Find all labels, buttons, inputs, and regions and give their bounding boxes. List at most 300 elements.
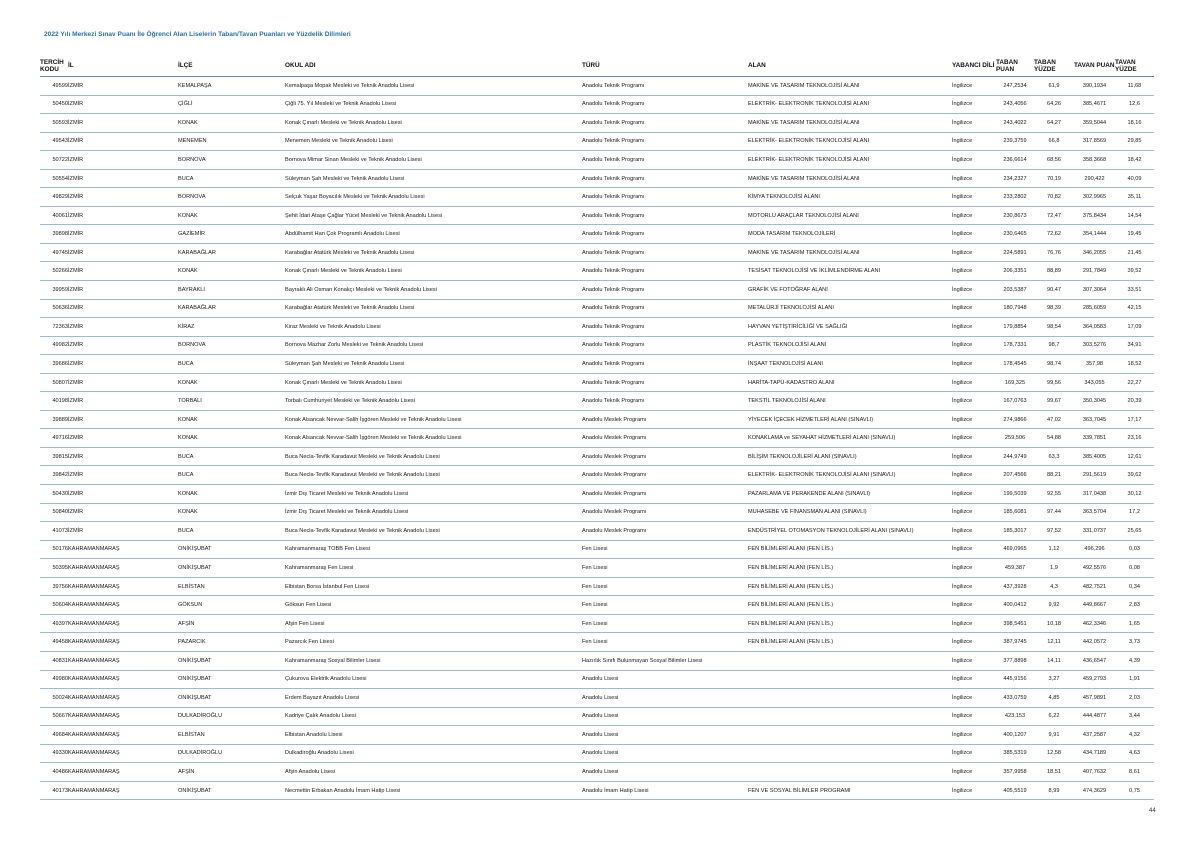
cell-taban-yuzde: 9,92: [1034, 596, 1074, 615]
cell-okul-adi: Elbistan Anadolu Lisesi: [285, 726, 582, 745]
cell-tavan-yuzde: 33,51: [1115, 281, 1154, 300]
cell-turu: Anadolu Teknik Programı: [582, 206, 748, 225]
cell-tercih-kodu: 39959: [40, 281, 68, 300]
cell-tercih-kodu: 50024: [40, 689, 68, 708]
cell-tavan-puan: 434,7189: [1074, 744, 1115, 763]
table-row: [40, 522, 1154, 541]
cell-yabanci-dili: İngilizce: [952, 559, 996, 578]
cell-turu: Fen Lisesi: [582, 540, 748, 559]
cell-tavan-puan: 339,7851: [1074, 429, 1115, 448]
cell-alan: MAKİNE VE TASARIM TEKNOLOJİSİ ALANI: [748, 114, 952, 133]
header-taban-puan: TABAN PUAN: [996, 56, 1034, 77]
cell-tavan-puan: 444,4877: [1074, 707, 1115, 726]
cell-tercih-kodu: 49829: [40, 188, 68, 207]
cell-okul-adi: Bornova Mazhar Zorlu Mesleki ve Teknik Anadolu Lisesi: [285, 336, 582, 355]
cell-tavan-yuzde: 42,15: [1115, 299, 1154, 318]
cell-tercih-kodu: 49543: [40, 132, 68, 151]
cell-taban-puan: 387,9745: [996, 633, 1034, 652]
cell-ilce: KONAK: [178, 262, 285, 281]
cell-yabanci-dili: İngilizce: [952, 744, 996, 763]
cell-ilce: BORNOVA: [178, 188, 285, 207]
cell-taban-puan: 180,7948: [996, 299, 1034, 318]
cell-il: İZMİR: [68, 95, 178, 114]
cell-taban-yuzde: 64,26: [1034, 95, 1074, 114]
cell-yabanci-dili: İngilizce: [952, 447, 996, 466]
cell-taban-yuzde: 88,89: [1034, 262, 1074, 281]
cell-alan: MOTORLU ARAÇLAR TEKNOLOJİSİ ALANI: [748, 206, 952, 225]
cell-yabanci-dili: İngilizce: [952, 373, 996, 392]
cell-alan: MAKİNE VE TASARIM TEKNOLOJİSİ ALANI: [748, 77, 952, 96]
cell-ilce: BUCA: [178, 522, 285, 541]
table-row: [40, 299, 1154, 318]
cell-alan: ELEKTRİK- ELEKTRONİK TEKNOLOJİSİ ALANI: [748, 95, 952, 114]
cell-tercih-kodu: 39686: [40, 355, 68, 374]
cell-ilce: ÇİĞLİ: [178, 95, 285, 114]
cell-tavan-yuzde: 3,73: [1115, 633, 1154, 652]
cell-il: İZMİR: [68, 188, 178, 207]
table-row: [40, 169, 1154, 188]
cell-il: İZMİR: [68, 466, 178, 485]
cell-yabanci-dili: İngilizce: [952, 95, 996, 114]
cell-ilce: DULKADİROĞLU: [178, 707, 285, 726]
cell-tavan-yuzde: 23,16: [1115, 429, 1154, 448]
header-turu: TÜRÜ: [582, 56, 748, 77]
table-row: [40, 77, 1154, 96]
cell-ilce: KONAK: [178, 503, 285, 522]
cell-okul-adi: Menemen Mesleki ve Teknik Anadolu Lisesi: [285, 132, 582, 151]
cell-taban-puan: 423,153: [996, 707, 1034, 726]
cell-tavan-yuzde: 1,91: [1115, 670, 1154, 689]
table-row: [40, 763, 1154, 782]
cell-taban-yuzde: 98,54: [1034, 318, 1074, 337]
cell-alan: [748, 707, 952, 726]
cell-tavan-puan: 364,0583: [1074, 318, 1115, 337]
cell-tavan-puan: 303,5276: [1074, 336, 1115, 355]
cell-il: KAHRAMANMARAŞ: [68, 781, 178, 800]
cell-ilce: BUCA: [178, 466, 285, 485]
cell-tavan-puan: 496,296: [1074, 540, 1115, 559]
cell-tavan-puan: 436,6547: [1074, 651, 1115, 670]
cell-tercih-kodu: 49716: [40, 429, 68, 448]
cell-tercih-kodu: 50593: [40, 114, 68, 133]
cell-alan: [748, 763, 952, 782]
cell-turu: Anadolu Meslek Programı: [582, 429, 748, 448]
cell-yabanci-dili: İngilizce: [952, 577, 996, 596]
cell-tavan-yuzde: 34,91: [1115, 336, 1154, 355]
cell-ilce: ONİKİŞUBAT: [178, 540, 285, 559]
cell-tercih-kodu: 50266: [40, 262, 68, 281]
cell-tercih-kodu: 49458: [40, 633, 68, 652]
cell-yabanci-dili: İngilizce: [952, 299, 996, 318]
cell-yabanci-dili: İngilizce: [952, 392, 996, 411]
cell-yabanci-dili: İngilizce: [952, 466, 996, 485]
cell-taban-yuzde: 4,85: [1034, 689, 1074, 708]
cell-il: KAHRAMANMARAŞ: [68, 577, 178, 596]
cell-turu: Fen Lisesi: [582, 559, 748, 578]
cell-alan: KONAKLAMA ve SEYAHAT HİZMETLERİ ALANI (SINAVLI): [748, 429, 952, 448]
table-row: [40, 336, 1154, 355]
cell-ilce: DULKADİROĞLU: [178, 744, 285, 763]
cell-taban-yuzde: 64,27: [1034, 114, 1074, 133]
cell-il: İZMİR: [68, 392, 178, 411]
cell-taban-puan: 433,0759: [996, 689, 1034, 708]
cell-tavan-yuzde: 8,61: [1115, 763, 1154, 782]
header-ilce: İLÇE: [178, 56, 285, 77]
cell-alan: FEN BİLİMLERİ ALANI (FEN LİS.): [748, 633, 952, 652]
cell-alan: ELEKTRİK- ELEKTRONİK TEKNOLOJİSİ ALANI: [748, 132, 952, 151]
cell-tavan-puan: 291,5619: [1074, 466, 1115, 485]
cell-il: İZMİR: [68, 132, 178, 151]
cell-taban-yuzde: 14,11: [1034, 651, 1074, 670]
cell-okul-adi: Konak Alsancak Nevvar-Salih İşgören Mesleki ve Teknik Anadolu Lisesi: [285, 410, 582, 429]
cell-okul-adi: Pazarcık Fen Lisesi: [285, 633, 582, 652]
cell-taban-yuzde: 98,74: [1034, 355, 1074, 374]
cell-ilce: KİRAZ: [178, 318, 285, 337]
cell-taban-yuzde: 1,9: [1034, 559, 1074, 578]
cell-tavan-yuzde: 4,32: [1115, 726, 1154, 745]
cell-yabanci-dili: İngilizce: [952, 281, 996, 300]
cell-turu: Fen Lisesi: [582, 596, 748, 615]
cell-turu: Anadolu Lisesi: [582, 707, 748, 726]
cell-taban-yuzde: 72,47: [1034, 206, 1074, 225]
cell-alan: KİMYA TEKNOLOJİSİ ALANI: [748, 188, 952, 207]
cell-yabanci-dili: İngilizce: [952, 429, 996, 448]
cell-tercih-kodu: 40831: [40, 651, 68, 670]
cell-ilce: PAZARCIK: [178, 633, 285, 652]
cell-turu: Anadolu Teknik Programı: [582, 225, 748, 244]
cell-okul-adi: Süleyman Şah Mesleki ve Teknik Anadolu Lisesi: [285, 169, 582, 188]
cell-okul-adi: Elbistan Borsa İstanbul Fen Lisesi: [285, 577, 582, 596]
cell-tavan-puan: 407,7632: [1074, 763, 1115, 782]
table-row: [40, 577, 1154, 596]
table-row: [40, 355, 1154, 374]
cell-alan: METALÜRJİ TEKNOLOJİSİ ALANI: [748, 299, 952, 318]
cell-ilce: BAYRAKLI: [178, 281, 285, 300]
cell-tavan-puan: 291,7849: [1074, 262, 1115, 281]
cell-ilce: GÖKSUN: [178, 596, 285, 615]
table-row: [40, 281, 1154, 300]
cell-ilce: GAZİEMİR: [178, 225, 285, 244]
cell-tavan-puan: 385,4005: [1074, 447, 1115, 466]
cell-okul-adi: İzmir Dış Ticaret Mesleki ve Teknik Anadolu Lisesi: [285, 503, 582, 522]
cell-alan: YİYECEK İÇECEK HİZMETLERİ ALANI (SINAVLI): [748, 410, 952, 429]
cell-alan: [748, 744, 952, 763]
cell-tercih-kodu: 39898: [40, 225, 68, 244]
cell-taban-puan: 377,8898: [996, 651, 1034, 670]
cell-tercih-kodu: 72363: [40, 318, 68, 337]
cell-turu: Anadolu Teknik Programı: [582, 355, 748, 374]
cell-turu: Anadolu Teknik Programı: [582, 77, 748, 96]
cell-yabanci-dili: İngilizce: [952, 225, 996, 244]
cell-tavan-puan: 290,422: [1074, 169, 1115, 188]
table-row: [40, 151, 1154, 170]
table-row: [40, 726, 1154, 745]
cell-tavan-yuzde: 20,39: [1115, 392, 1154, 411]
cell-tercih-kodu: 41073: [40, 522, 68, 541]
cell-tavan-puan: 285,6059: [1074, 299, 1115, 318]
cell-taban-yuzde: 99,67: [1034, 392, 1074, 411]
cell-taban-puan: 206,3351: [996, 262, 1034, 281]
cell-il: KAHRAMANMARAŞ: [68, 744, 178, 763]
cell-il: İZMİR: [68, 503, 178, 522]
cell-taban-puan: 398,5451: [996, 614, 1034, 633]
cell-alan: [748, 670, 952, 689]
cell-ilce: BORNOVA: [178, 336, 285, 355]
cell-tavan-yuzde: 2,83: [1115, 596, 1154, 615]
cell-turu: Hazırlık Sınıfı Bulunmayan Sosyal Bilimler Lisesi: [582, 651, 748, 670]
cell-il: İZMİR: [68, 281, 178, 300]
cell-okul-adi: Selçuk Yaşar Boyacılık Mesleki ve Teknik Anadolu Lisesi: [285, 188, 582, 207]
cell-taban-yuzde: 98,39: [1034, 299, 1074, 318]
cell-ilce: ONİKİŞUBAT: [178, 781, 285, 800]
cell-ilce: ELBİSTAN: [178, 577, 285, 596]
table-row: [40, 559, 1154, 578]
header-yabanci-dili: YABANCI DİLİ: [952, 56, 996, 77]
cell-tavan-puan: 437,2587: [1074, 726, 1115, 745]
cell-tavan-yuzde: 1,65: [1115, 614, 1154, 633]
cell-il: İZMİR: [68, 447, 178, 466]
cell-yabanci-dili: İngilizce: [952, 206, 996, 225]
cell-yabanci-dili: İngilizce: [952, 670, 996, 689]
cell-tercih-kodu: 40486: [40, 763, 68, 782]
cell-yabanci-dili: İngilizce: [952, 410, 996, 429]
cell-tavan-puan: 331,0737: [1074, 522, 1115, 541]
cell-il: İZMİR: [68, 114, 178, 133]
cell-il: KAHRAMANMARAŞ: [68, 596, 178, 615]
cell-il: KAHRAMANMARAŞ: [68, 726, 178, 745]
cell-il: İZMİR: [68, 373, 178, 392]
cell-alan: PLASTİK TEKNOLOJİSİ ALANI: [748, 336, 952, 355]
cell-alan: ENDÜSTRİYEL OTOMASYON TEKNOLOJİLERİ ALANI (SINAVLI): [748, 522, 952, 541]
cell-taban-yuzde: 99,56: [1034, 373, 1074, 392]
cell-taban-yuzde: 98,7: [1034, 336, 1074, 355]
cell-tercih-kodu: 49397: [40, 614, 68, 633]
cell-ilce: ONİKİŞUBAT: [178, 689, 285, 708]
cell-tavan-yuzde: 21,45: [1115, 243, 1154, 262]
cell-turu: Fen Lisesi: [582, 577, 748, 596]
cell-il: İZMİR: [68, 355, 178, 374]
cell-ilce: BUCA: [178, 169, 285, 188]
cell-turu: Anadolu Lisesi: [582, 726, 748, 745]
cell-turu: Anadolu Meslek Programı: [582, 485, 748, 504]
cell-taban-yuzde: 1,12: [1034, 540, 1074, 559]
cell-yabanci-dili: İngilizce: [952, 169, 996, 188]
cell-alan: TESİSAT TEKNOLOJİSİ VE İKLİMLENDİRME ALANI: [748, 262, 952, 281]
cell-tavan-yuzde: 25,65: [1115, 522, 1154, 541]
cell-yabanci-dili: İngilizce: [952, 336, 996, 355]
cell-taban-puan: 239,3759: [996, 132, 1034, 151]
cell-taban-puan: 445,9156: [996, 670, 1034, 689]
cell-yabanci-dili: İngilizce: [952, 243, 996, 262]
cell-alan: HARİTA-TAPU-KADASTRO ALANI: [748, 373, 952, 392]
cell-tavan-puan: 457,9891: [1074, 689, 1115, 708]
cell-il: İZMİR: [68, 151, 178, 170]
cell-turu: Anadolu Teknik Programı: [582, 318, 748, 337]
cell-taban-puan: 385,5319: [996, 744, 1034, 763]
cell-il: KAHRAMANMARAŞ: [68, 614, 178, 633]
table-row: [40, 410, 1154, 429]
cell-il: İZMİR: [68, 336, 178, 355]
cell-tavan-puan: 492,5576: [1074, 559, 1115, 578]
cell-yabanci-dili: İngilizce: [952, 689, 996, 708]
cell-alan: [748, 651, 952, 670]
cell-okul-adi: Şehit İdari Ataşe Çağlar Yücel Mesleki ve Teknik Anadolu Lisesi: [285, 206, 582, 225]
table-row: [40, 689, 1154, 708]
cell-taban-puan: 233,2802: [996, 188, 1034, 207]
table-row: [40, 633, 1154, 652]
cell-tavan-puan: 302,9965: [1074, 188, 1115, 207]
cell-tercih-kodu: 50636: [40, 299, 68, 318]
cell-tercih-kodu: 50722: [40, 151, 68, 170]
table-row: [40, 392, 1154, 411]
cell-ilce: ONİKİŞUBAT: [178, 651, 285, 670]
cell-tercih-kodu: 50395: [40, 559, 68, 578]
table-row: [40, 132, 1154, 151]
cell-taban-puan: 243,4022: [996, 114, 1034, 133]
cell-tavan-yuzde: 2,03: [1115, 689, 1154, 708]
cell-okul-adi: Kadriye Çalık Anadolu Lisesi: [285, 707, 582, 726]
cell-alan: İNŞAAT TEKNOLOJİSİ ALANI: [748, 355, 952, 374]
cell-ilce: KONAK: [178, 485, 285, 504]
cell-tercih-kodu: 50554: [40, 169, 68, 188]
cell-yabanci-dili: İngilizce: [952, 540, 996, 559]
cell-ilce: AFŞİN: [178, 614, 285, 633]
table-row: [40, 262, 1154, 281]
cell-tavan-yuzde: 40,09: [1115, 169, 1154, 188]
cell-alan: MAKİNE VE TASARIM TEKNOLOJİSİ ALANI: [748, 243, 952, 262]
cell-tercih-kodu: 50450: [40, 95, 68, 114]
cell-ilce: ELBİSTAN: [178, 726, 285, 745]
header-tavan-puan: TAVAN PUAN: [1074, 56, 1115, 77]
cell-okul-adi: Abdülhamit Han Çok Programlı Anadolu Lisesi: [285, 225, 582, 244]
cell-tavan-yuzde: 17,17: [1115, 410, 1154, 429]
cell-taban-yuzde: 3,27: [1034, 670, 1074, 689]
table-row: [40, 114, 1154, 133]
cell-taban-yuzde: 88,21: [1034, 466, 1074, 485]
cell-taban-puan: 243,4056: [996, 95, 1034, 114]
cell-turu: Anadolu Lisesi: [582, 689, 748, 708]
cell-taban-puan: 405,5519: [996, 781, 1034, 800]
table-row: [40, 744, 1154, 763]
cell-ilce: BUCA: [178, 447, 285, 466]
cell-tavan-puan: 358,3668: [1074, 151, 1115, 170]
cell-tavan-yuzde: 35,11: [1115, 188, 1154, 207]
page-title: 2022 Yılı Merkezi Sınav Puanı İle Öğrenci Alan Liselerin Taban/Tavan Puanları ve Yüzdelik Dilimleri: [44, 31, 351, 38]
cell-alan: FEN BİLİMLERİ ALANI (FEN LİS.): [748, 614, 952, 633]
cell-taban-puan: 185,6081: [996, 503, 1034, 522]
cell-taban-yuzde: 9,91: [1034, 726, 1074, 745]
cell-tavan-yuzde: 12,61: [1115, 447, 1154, 466]
cell-turu: Anadolu Teknik Programı: [582, 95, 748, 114]
cell-alan: FEN BİLİMLERİ ALANI (FEN LİS.): [748, 540, 952, 559]
cell-tavan-puan: 482,7521: [1074, 577, 1115, 596]
cell-alan: ELEKTRİK- ELEKTRONİK TEKNOLOJİSİ ALANI: [748, 151, 952, 170]
cell-taban-yuzde: 70,19: [1034, 169, 1074, 188]
cell-turu: Fen Lisesi: [582, 614, 748, 633]
cell-tavan-yuzde: 0,03: [1115, 540, 1154, 559]
table-row: [40, 596, 1154, 615]
cell-tavan-puan: 363,5704: [1074, 503, 1115, 522]
cell-taban-puan: 230,6465: [996, 225, 1034, 244]
score-table: [40, 56, 1154, 800]
cell-turu: Anadolu Teknik Programı: [582, 169, 748, 188]
cell-tercih-kodu: 49599: [40, 77, 68, 96]
table-row: [40, 447, 1154, 466]
cell-alan: [748, 726, 952, 745]
cell-tavan-yuzde: 3,44: [1115, 707, 1154, 726]
header-alan: ALAN: [748, 56, 952, 77]
cell-taban-puan: 400,0412: [996, 596, 1034, 615]
cell-turu: Anadolu Meslek Programı: [582, 522, 748, 541]
cell-okul-adi: Karabağlar Atatürk Mesleki ve Teknik Anadolu Lisesi: [285, 299, 582, 318]
cell-tavan-yuzde: 0,08: [1115, 559, 1154, 578]
cell-tercih-kodu: 49684: [40, 726, 68, 745]
cell-ilce: KONAK: [178, 114, 285, 133]
cell-tavan-yuzde: 4,39: [1115, 651, 1154, 670]
cell-taban-puan: 459,387: [996, 559, 1034, 578]
cell-tavan-yuzde: 4,63: [1115, 744, 1154, 763]
cell-tavan-puan: 385,4671: [1074, 95, 1115, 114]
cell-ilce: ONİKİŞUBAT: [178, 670, 285, 689]
cell-taban-yuzde: 10,18: [1034, 614, 1074, 633]
cell-taban-yuzde: 4,3: [1034, 577, 1074, 596]
cell-yabanci-dili: İngilizce: [952, 633, 996, 652]
cell-turu: Anadolu Lisesi: [582, 763, 748, 782]
cell-taban-yuzde: 72,62: [1034, 225, 1074, 244]
cell-tavan-yuzde: 29,85: [1115, 132, 1154, 151]
cell-alan: MUHASEBE VE FİNANSMAN ALANI (SINAVLI): [748, 503, 952, 522]
table-row: [40, 188, 1154, 207]
cell-turu: Anadolu Meslek Programı: [582, 410, 748, 429]
cell-tercih-kodu: 50667: [40, 707, 68, 726]
header-il: İL: [68, 56, 178, 77]
cell-taban-puan: 469,0965: [996, 540, 1034, 559]
cell-tavan-puan: 317,0438: [1074, 485, 1115, 504]
cell-ilce: BUCA: [178, 355, 285, 374]
cell-tavan-yuzde: 11,68: [1115, 77, 1154, 96]
table-row: [40, 485, 1154, 504]
cell-il: İZMİR: [68, 485, 178, 504]
cell-turu: Fen Lisesi: [582, 633, 748, 652]
cell-tercih-kodu: 39842: [40, 466, 68, 485]
cell-ilce: KEMALPAŞA: [178, 77, 285, 96]
cell-ilce: TORBALI: [178, 392, 285, 411]
cell-il: KAHRAMANMARAŞ: [68, 559, 178, 578]
cell-taban-yuzde: 97,44: [1034, 503, 1074, 522]
cell-il: İZMİR: [68, 410, 178, 429]
cell-il: İZMİR: [68, 243, 178, 262]
table-row: [40, 243, 1154, 262]
cell-tavan-yuzde: 0,75: [1115, 781, 1154, 800]
cell-okul-adi: Göksun Fen Lisesi: [285, 596, 582, 615]
cell-ilce: KONAK: [178, 410, 285, 429]
cell-taban-puan: 274,9866: [996, 410, 1034, 429]
cell-tavan-puan: 459,2793: [1074, 670, 1115, 689]
cell-taban-yuzde: 8,99: [1034, 781, 1074, 800]
cell-turu: Anadolu Teknik Programı: [582, 151, 748, 170]
cell-il: İZMİR: [68, 206, 178, 225]
cell-taban-yuzde: 63,3: [1034, 447, 1074, 466]
cell-ilce: MENEMEN: [178, 132, 285, 151]
cell-yabanci-dili: İngilizce: [952, 503, 996, 522]
cell-alan: FEN BİLİMLERİ ALANI (FEN LİS.): [748, 559, 952, 578]
cell-tavan-puan: 346,2055: [1074, 243, 1115, 262]
cell-tercih-kodu: 50807: [40, 373, 68, 392]
table-row: [40, 503, 1154, 522]
cell-tavan-yuzde: 0,34: [1115, 577, 1154, 596]
table-body: [40, 77, 1154, 800]
cell-turu: Anadolu Lisesi: [582, 744, 748, 763]
